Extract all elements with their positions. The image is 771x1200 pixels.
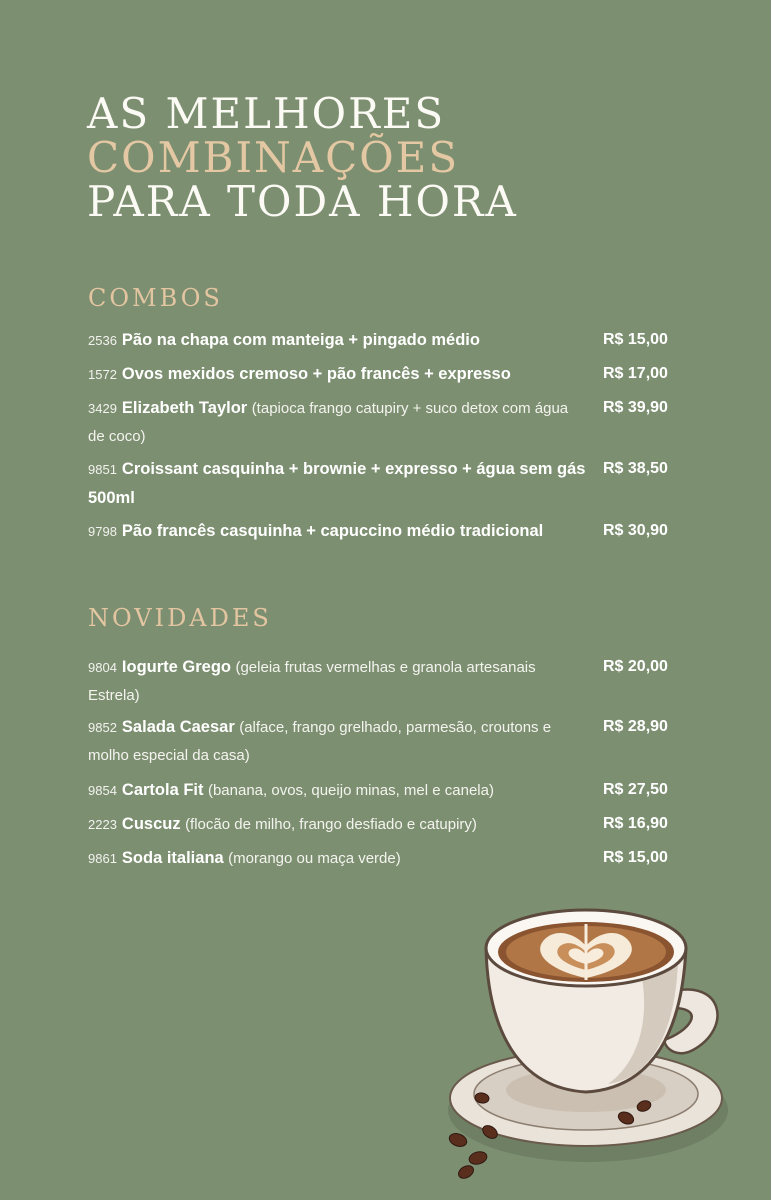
- item-code: 1572: [88, 367, 117, 382]
- item-code: 2223: [88, 817, 117, 832]
- item-price: R$ 39,90: [603, 399, 668, 416]
- menu-item: [88, 713, 688, 770]
- item-name: Elizabeth Taylor: [121, 399, 248, 417]
- item-price: R$ 15,00: [603, 849, 668, 866]
- item-price: R$ 15,00: [603, 331, 668, 348]
- item-name: Pão francês casquinha + capuccino médio tradicional: [121, 522, 544, 540]
- item-name: Soda italiana: [121, 849, 224, 867]
- item-detail: (morango ou maça verde): [228, 850, 401, 867]
- title-line-2: COMBINAÇÕES: [87, 133, 460, 182]
- item-code: 9804: [88, 660, 117, 675]
- item-price: R$ 27,50: [603, 781, 668, 798]
- item-detail: (alface, frango grelhado, parmesão, croutons e molho especial da casa): [88, 719, 552, 764]
- section-title-novidades: NOVIDADES: [88, 604, 272, 632]
- item-detail: (banana, ovos, queijo minas, mel e canela): [207, 782, 494, 799]
- section-title-combos: COMBOS: [88, 284, 223, 312]
- menu-item: [88, 776, 688, 805]
- item-name: Cuscuz: [121, 815, 181, 833]
- item-name: Iogurte Grego: [121, 658, 232, 676]
- item-price: R$ 38,50: [603, 460, 668, 477]
- title-line-3: PARA TODA HORA: [87, 177, 518, 226]
- menu-item: [88, 653, 688, 710]
- item-price: R$ 16,90: [603, 815, 668, 832]
- item-code: 9854: [88, 783, 117, 798]
- menu-item: [88, 844, 688, 873]
- item-price: R$ 30,90: [603, 522, 668, 539]
- item-detail: (geleia frutas vermelhas e granola artesanais Estrela): [88, 659, 536, 704]
- menu-item: [88, 326, 688, 355]
- item-price: R$ 28,90: [603, 718, 668, 735]
- title-line-1: AS MELHORES: [87, 89, 446, 138]
- menu-item: [88, 455, 688, 513]
- item-code: 9851: [88, 462, 117, 477]
- item-name: Ovos mexidos cremoso + pão francês + expresso: [121, 365, 511, 383]
- cappuccino-cup-icon: [438, 900, 738, 1190]
- item-code: 9852: [88, 720, 117, 735]
- item-code: 9861: [88, 851, 117, 866]
- item-name: Pão na chapa com manteiga + pingado médio: [121, 331, 480, 349]
- item-code: 3429: [88, 401, 117, 416]
- item-name: Cartola Fit: [121, 781, 204, 799]
- item-code: 9798: [88, 524, 117, 539]
- menu-item: [88, 360, 688, 389]
- item-detail: (flocão de milho, frango desfiado e catupiry): [185, 816, 477, 833]
- item-price: R$ 17,00: [603, 365, 668, 382]
- menu-item: [88, 394, 688, 451]
- item-detail: (tapioca frango catupiry + suco detox com água de coco): [88, 400, 569, 445]
- menu-item: [88, 810, 688, 839]
- menu-item: [88, 517, 688, 546]
- page-title: [87, 89, 518, 226]
- item-code: 2536: [88, 333, 117, 348]
- item-name: Croissant casquinha + brownie + expresso + água sem gás 500ml: [88, 460, 586, 507]
- item-name: Salada Caesar: [121, 718, 235, 736]
- item-price: R$ 20,00: [603, 658, 668, 675]
